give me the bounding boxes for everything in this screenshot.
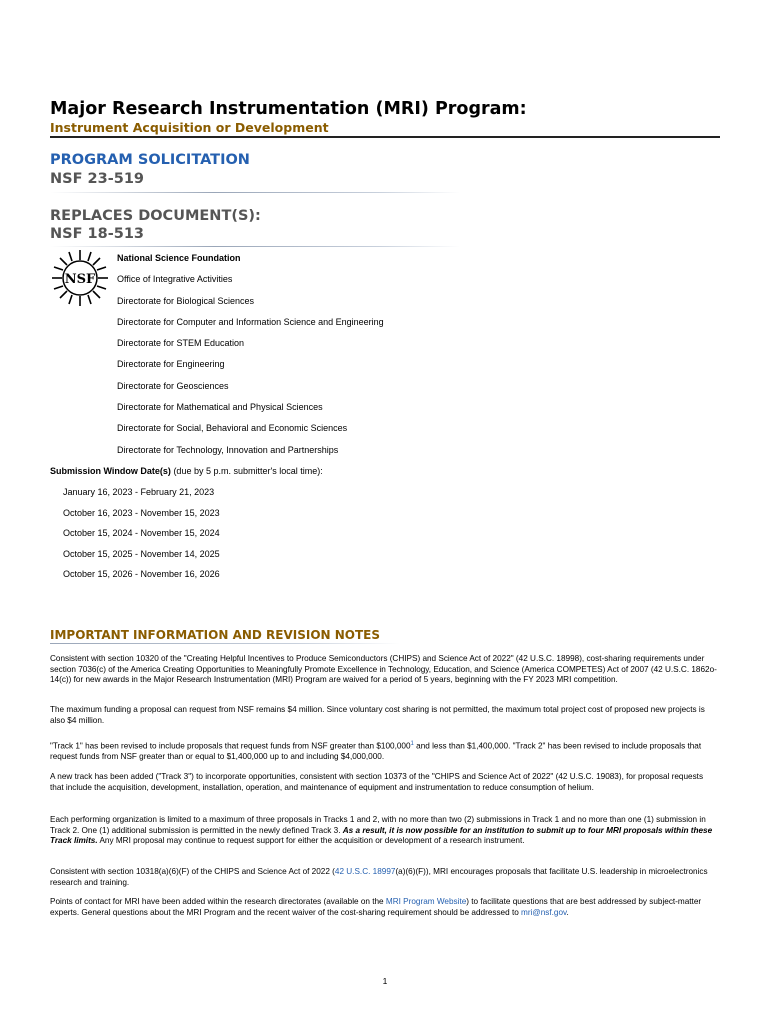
page-number: 1: [382, 976, 388, 986]
organization-item: Directorate for Engineering: [117, 359, 225, 370]
document-title: Major Research Instrumentation (MRI) Program:: [50, 99, 527, 119]
revision-note-paragraph: Each performing organization is limited to a maximum of three proposals in Tracks 1 and 2, with no more than two (2) submissions in Track 1 and no more than one (1) submission in Track 2. One (1) additional submission is permitted in the newly defined Track 3. As a result, it is now possible for an institution to submit up to four MRI proposals within these Track limits. Any MRI proposal may continue to request support for either the acquisition or development of a research instrument.: [50, 815, 713, 845]
organization-item: Office of Integrative Activities: [117, 274, 233, 285]
revision-note-paragraph: The maximum funding a proposal can request from NSF remains $4 million. Since voluntary cost sharing is not permitted, the maximum total project cost of proposed new projects is also $4 million.: [50, 705, 705, 725]
organization-item: Directorate for Mathematical and Physical Sciences: [117, 402, 323, 413]
submission-date: October 15, 2024 - November 15, 2024: [63, 528, 220, 539]
important-info-heading: IMPORTANT INFORMATION AND REVISION NOTES: [50, 628, 381, 642]
solicitation-label: PROGRAM SOLICITATION: [50, 152, 250, 168]
submission-date-list: [63, 486, 220, 589]
replaces-number: NSF 18-513: [50, 226, 144, 242]
revision-note-paragraph: Consistent with section 10318(a)(6)(F) of the CHIPS and Science Act of 2022 (42 U.S.C. 18997(a)(6)(F)), MRI encourages proposals that facilitate U.S. leadership in microelectronics research and training.: [50, 867, 708, 887]
organization-item: Directorate for Technology, Innovation and Partnerships: [117, 444, 339, 455]
title-divider: [50, 136, 720, 138]
nsf-logo-icon: [50, 248, 110, 308]
organization-item: Directorate for STEM Education: [117, 338, 245, 349]
footnote-link[interactable]: 1: [410, 741, 414, 747]
organization-item: National Science Foundation: [117, 253, 241, 263]
revision-note-paragraph: Consistent with section 10320 of the "Creating Helpful Incentives to Produce Semiconductors (CHIPS) and Science Act of 2022" (42 U.S.C. 18998), cost-sharing requirements under section 7036(c) of the America Creating Opportunities to Meaningfully Promote Excellence in Technology, Education, and Science (America COMPETES) Act of 2007 (42 U.S.C. 1862o-14(c)) for new awards in the Major Research Instrumentation (MRI) Program are waived for a period of 5 years, beginning with the FY 2023 MRI competition.: [50, 654, 717, 684]
submission-date: January 16, 2023 - February 21, 2023: [63, 487, 215, 497]
usc-link[interactable]: 42 U.S.C. 18997: [334, 867, 396, 876]
submission-window-note: (due by 5 p.m. submitter's local time):: [170, 466, 323, 476]
replaces-label: REPLACES DOCUMENT(S):: [50, 208, 261, 224]
submission-date: October 15, 2026 - November 16, 2026: [63, 569, 220, 580]
important-info-divider: [50, 643, 400, 644]
document-subtitle: Instrument Acquisition or Development: [50, 120, 329, 135]
submission-date: October 15, 2025 - November 14, 2025: [63, 548, 220, 559]
solicitation-divider: [50, 192, 460, 193]
solicitation-number: NSF 23-519: [50, 171, 144, 187]
revision-note-paragraph: A new track has been added ("Track 3") to incorporate opportunities, consistent with section 10373 of the "CHIPS and Science Act of 2022" (42 U.S.C. 19083), for proposal requests that include the acquisition, development, installation, operation, and maintenance of equipment and instrumentation to reduce consumption of helium.: [50, 772, 704, 792]
revision-note-paragraph: Points of contact for MRI have been added within the research directorates (available on the MRI Program Website) to facilitate questions that are best addressed by subject-matter experts. General questions about the MRI Program and the recent waiver of the cost-sharing requirement should be addressed to mri@nsf.gov.: [50, 897, 702, 917]
organization-item: Directorate for Geosciences: [117, 380, 229, 391]
revision-note-paragraph: "Track 1" has been revised to include proposals that request funds from NSF greater than $100,000$^1$ and less than $1,400,000. "Track 2" has been revised to include proposals that request funds from NSF greater than or equal to $1,400,000 up to and including $4,000,000.: [50, 741, 702, 762]
organization-item: Directorate for Social, Behavioral and Economic Sciences: [117, 423, 348, 434]
submission-window-label: Submission Window Date(s): [50, 466, 171, 476]
replaces-divider: [50, 246, 460, 247]
organization-list: [117, 252, 384, 465]
email-link[interactable]: mri@nsf.gov: [521, 907, 567, 917]
organization-item: Directorate for Biological Sciences: [117, 295, 255, 306]
mri-program-website-link[interactable]: MRI Program Website: [385, 897, 467, 906]
nsf-logo-text: NSF: [64, 272, 96, 287]
organization-item: Directorate for Computer and Information Science and Engineering: [117, 316, 384, 327]
submission-window: [50, 465, 323, 477]
submission-date: October 16, 2023 - November 15, 2023: [63, 507, 220, 518]
emphasis-text: As a result, it is now possible for an institution to submit up to four MRI proposals within these Track limits.: [50, 825, 713, 845]
